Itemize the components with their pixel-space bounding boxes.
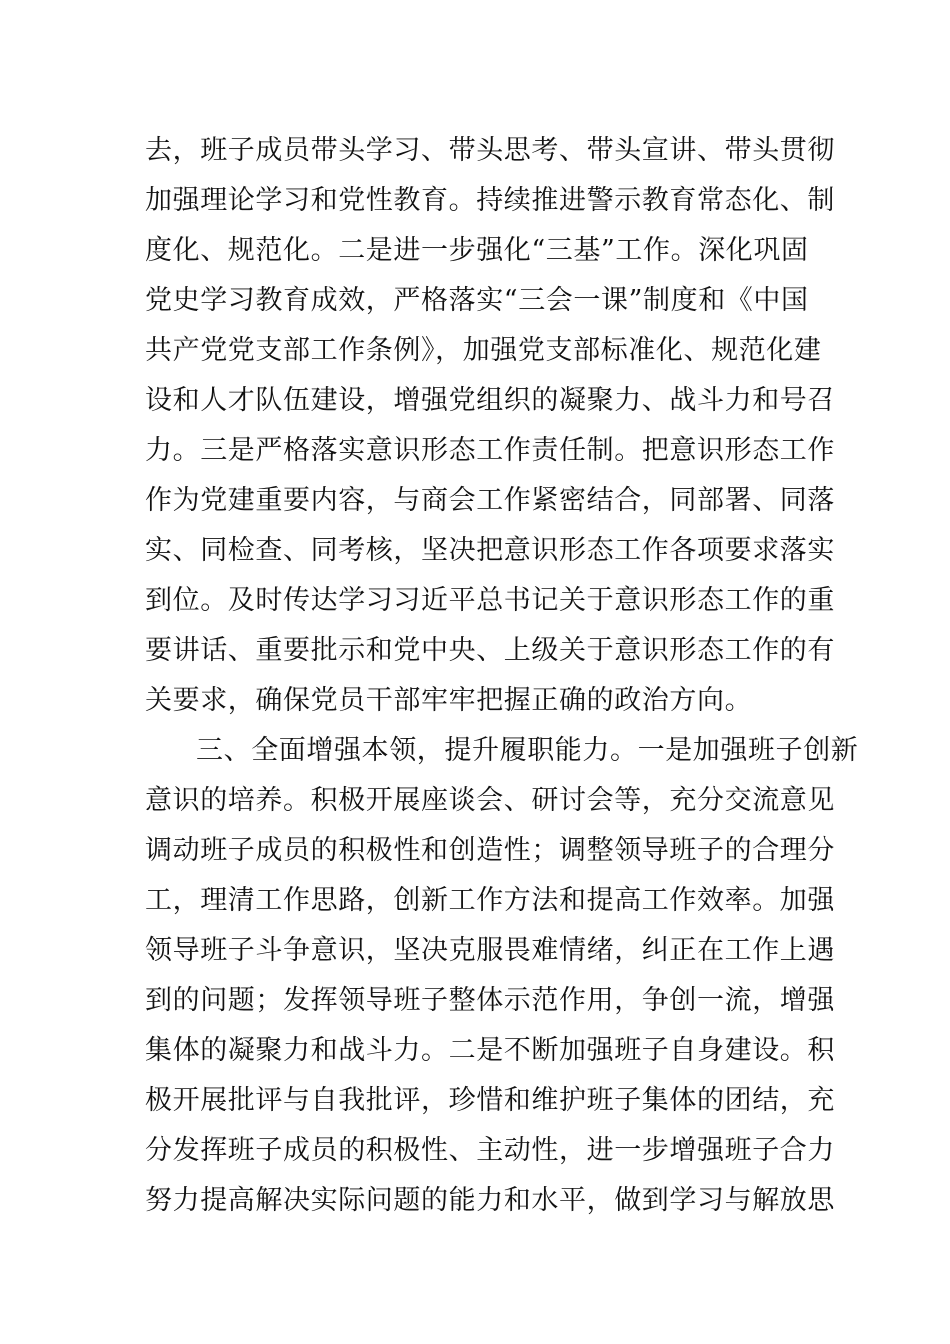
text-line: 共产党党支部工作条例》，加强党支部标准化、规范化建 [145, 335, 822, 366]
text-line: 调动班子成员的积极性和创造性；调整领导班子的合理分 [145, 835, 835, 866]
text-line: 努力提高解决实际问题的能力和水平，做到学习与解放思 [145, 1185, 835, 1216]
text-line: 分发挥班子成员的积极性、主动性，进一步增强班子合力 [145, 1135, 835, 1166]
text-line: 工，理清工作思路，创新工作方法和提高工作效率。加强 [145, 885, 835, 916]
text-line: 度化、规范化。二是进一步强化“三基”工作。深化巩固 [145, 235, 809, 266]
text-line: 意识的培养。积极开展座谈会、研讨会等，充分交流意见 [145, 785, 835, 816]
text-line: 领导班子斗争意识，坚决克服畏难情绪，纠正在工作上遇 [145, 935, 835, 966]
text-line: 极开展批评与自我批评，珍惜和维护班子集体的团结，充 [145, 1085, 835, 1116]
text-line: 党史学习教育成效，严格落实“三会一课”制度和《中国 [145, 285, 809, 316]
text-line: 作为党建重要内容，与商会工作紧密结合，同部署、同落 [145, 485, 835, 516]
text-line: 力。三是严格落实意识形态工作责任制。把意识形态工作 [145, 435, 835, 466]
text-line: 要讲话、重要批示和党中央、上级关于意识形态工作的有 [145, 635, 835, 666]
paragraph-start-line: 三、全面增强本领，提升履职能力。一是加强班子创新 [196, 735, 859, 766]
text-line: 到的问题；发挥领导班子整体示范作用，争创一流，增强 [145, 985, 835, 1016]
text-line: 实、同检查、同考核，坚决把意识形态工作各项要求落实 [145, 535, 835, 566]
text-line: 关要求，确保党员干部牢牢把握正确的政治方向。 [145, 685, 753, 716]
text-line: 集体的凝聚力和战斗力。二是不断加强班子自身建设。积 [145, 1035, 835, 1066]
text-line: 到位。及时传达学习习近平总书记关于意识形态工作的重 [145, 585, 835, 616]
text-line: 设和人才队伍建设，增强党组织的凝聚力、战斗力和号召 [145, 385, 835, 416]
text-line: 去，班子成员带头学习、带头思考、带头宣讲、带头贯彻 [145, 135, 835, 166]
text-line: 加强理论学习和党性教育。持续推进警示教育常态化、制 [145, 185, 835, 216]
